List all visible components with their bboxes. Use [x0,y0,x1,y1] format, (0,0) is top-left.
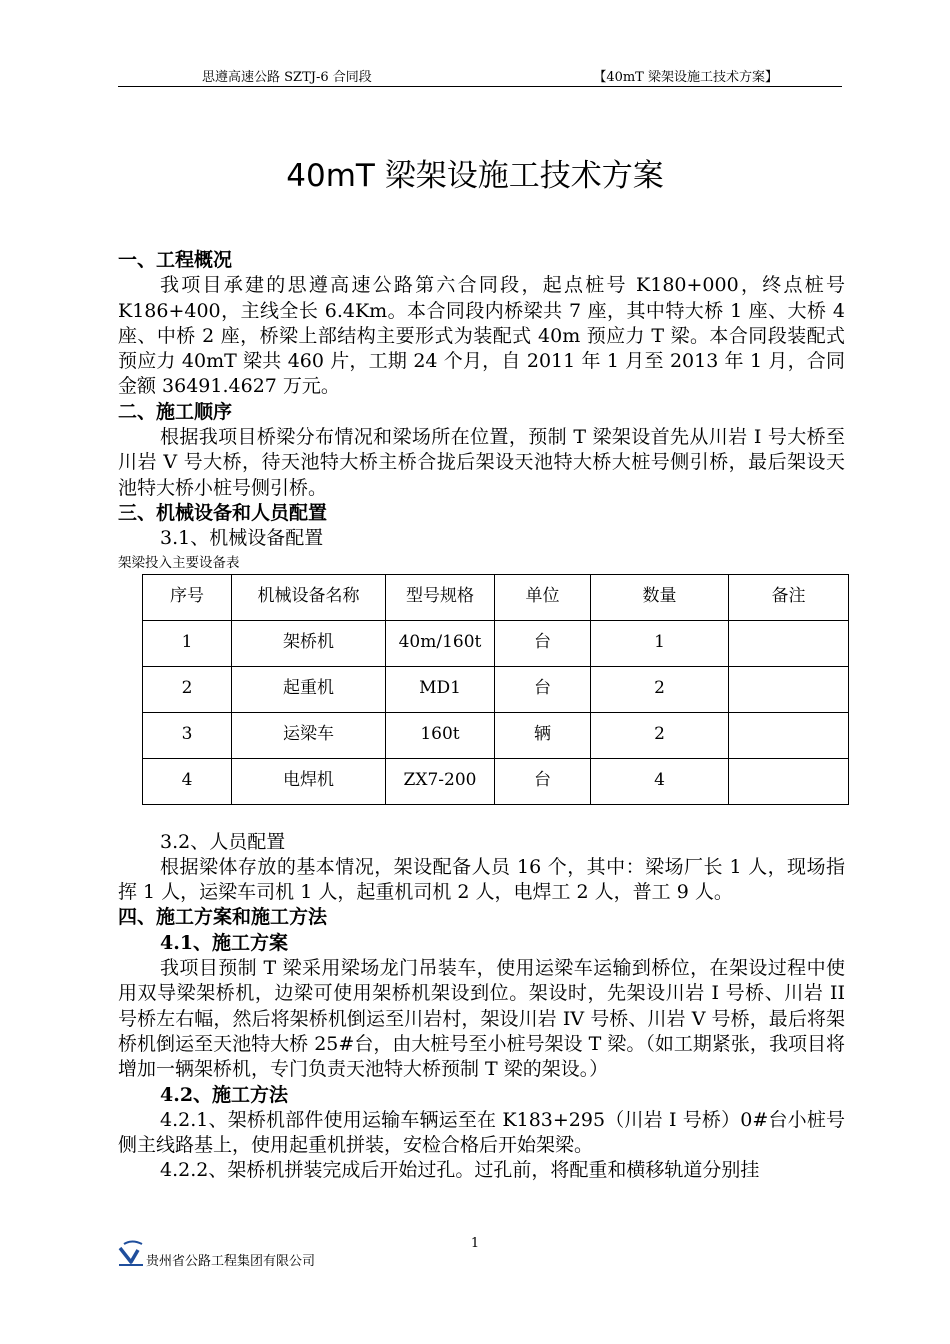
table-cell: MD1 [386,666,495,712]
table-row [143,620,849,666]
company-logo-icon [118,1238,146,1268]
table-cell: 4 [591,758,729,804]
section-2-heading: 二、施工顺序 [118,400,233,423]
table-header-row [143,574,849,620]
section-2-paragraph: 根据我项目桥梁分布情况和梁场所在位置，预制 T 梁架设首先从川岩 I 号大桥至川岩 V 号大桥，待天池特大桥主桥合拢后架设天池特大桥大桩号侧引桥，最后架设天池特大桥小桩号侧引桥。 [118,426,845,499]
header-project-name: 思遵高速公路 SZTJ-6 合同段 [202,70,372,85]
table-cell [729,758,849,804]
table-cell: 台 [495,758,591,804]
table-cell: 1 [591,620,729,666]
table-cell [729,712,849,758]
table-header-cell: 序号 [143,574,232,620]
page-header [118,64,842,87]
document-title: 40mT 梁架设施工技术方案 [286,158,664,194]
table-cell: 辆 [495,712,591,758]
section-3-2-heading: 3.2、人员配置 [160,830,286,853]
section-4-1-paragraph: 我项目预制 T 梁采用梁场龙门吊装车，使用运梁车运输到桥位，在架设过程中使用双导梁架桥机，边梁可使用架桥机架设到位。架设时，先架设川岩 I 号桥、川岩 II 号桥左右幅，然后将架桥机倒运至川岩村，架设川岩 IV 号桥、川岩 V 号桥，最后将架桥机倒运至天池特大桥 25#台，由大桩号至小桩号架设 T 梁。（如工期紧张，我项目将增加一辆架桥机，专门负责天池特大桥预制 T 梁的架设。） [118,957,845,1081]
table-cell: 3 [143,712,232,758]
section-4-2-2-paragraph: 4.2.2、架桥机拼装完成后开始过孔。过孔前，将配重和横移轨道分别挂 [160,1159,760,1182]
table-cell: 2 [591,666,729,712]
header-document-name: 【40mT 梁架设施工技术方案】 [593,70,778,85]
document-body [118,248,845,1184]
table-caption: 架梁投入主要设备表 [118,554,240,571]
section-4-heading: 四、施工方案和施工方法 [118,906,328,929]
table-header-cell: 机械设备名称 [232,574,386,620]
table-cell: 2 [591,712,729,758]
section-4-2-heading: 4.2、施工方法 [160,1083,289,1106]
section-3-2-paragraph: 根据梁体存放的基本情况，架设配备人员 16 个，其中：梁场厂长 1 人，现场指挥 1 人，运梁车司机 1 人，起重机司机 2 人，电焊工 2 人，普工 9 人。 [118,855,845,904]
table-cell: 160t [386,712,495,758]
table-header-cell: 单位 [495,574,591,620]
section-1-paragraph: 我项目承建的思遵高速公路第六合同段，起点桩号 K180+000，终点桩号 K186+400，主线全长 6.4Km。本合同段内桥梁共 7 座，其中特大桥 1 座、大桥 4 座、中桥 2 座，桥梁上部结构主要形式为装配式 40m 预应力 T 梁。本合同段装配式预应力 40mT 梁共 460 片，工期 24 个月，自 2011 年 1 月至 2013 年 1 月，合同金额 36491.4627 万元。 [118,274,845,398]
table-cell: 架桥机 [232,620,386,666]
table-cell: 起重机 [232,666,386,712]
section-1-heading: 一、工程概况 [118,249,233,271]
section-4-2-1-paragraph: 4.2.1、架桥机部件使用运输车辆运至在 K183+295（川岩 I 号桥）0#台小桩号侧主线路基上，使用起重机拼装，安检合格后开始架梁。 [118,1108,845,1157]
table-row [143,758,849,804]
table-cell: 台 [495,666,591,712]
table-cell: 4 [143,758,232,804]
footer-company-name: 贵州省公路工程集团有限公司 [146,1254,316,1269]
table-header-cell: 数量 [591,574,729,620]
table-header-cell: 备注 [729,574,849,620]
table-cell: ZX7-200 [386,758,495,804]
section-4-1-heading: 4.1、施工方案 [160,931,289,954]
table-cell: 运梁车 [232,712,386,758]
table-cell: 2 [143,666,232,712]
section-3-heading: 三、机械设备和人员配置 [118,501,328,524]
table-cell: 40m/160t [386,620,495,666]
table-header-cell: 型号规格 [386,574,495,620]
table-cell [729,620,849,666]
table-cell [729,666,849,712]
table-cell: 1 [143,620,232,666]
section-3-1-heading: 3.1、机械设备配置 [160,527,324,550]
table-row [143,666,849,712]
equipment-table [142,574,849,805]
table-row [143,712,849,758]
page-number: 1 [470,1236,480,1251]
table-cell: 电焊机 [232,758,386,804]
table-cell: 台 [495,620,591,666]
